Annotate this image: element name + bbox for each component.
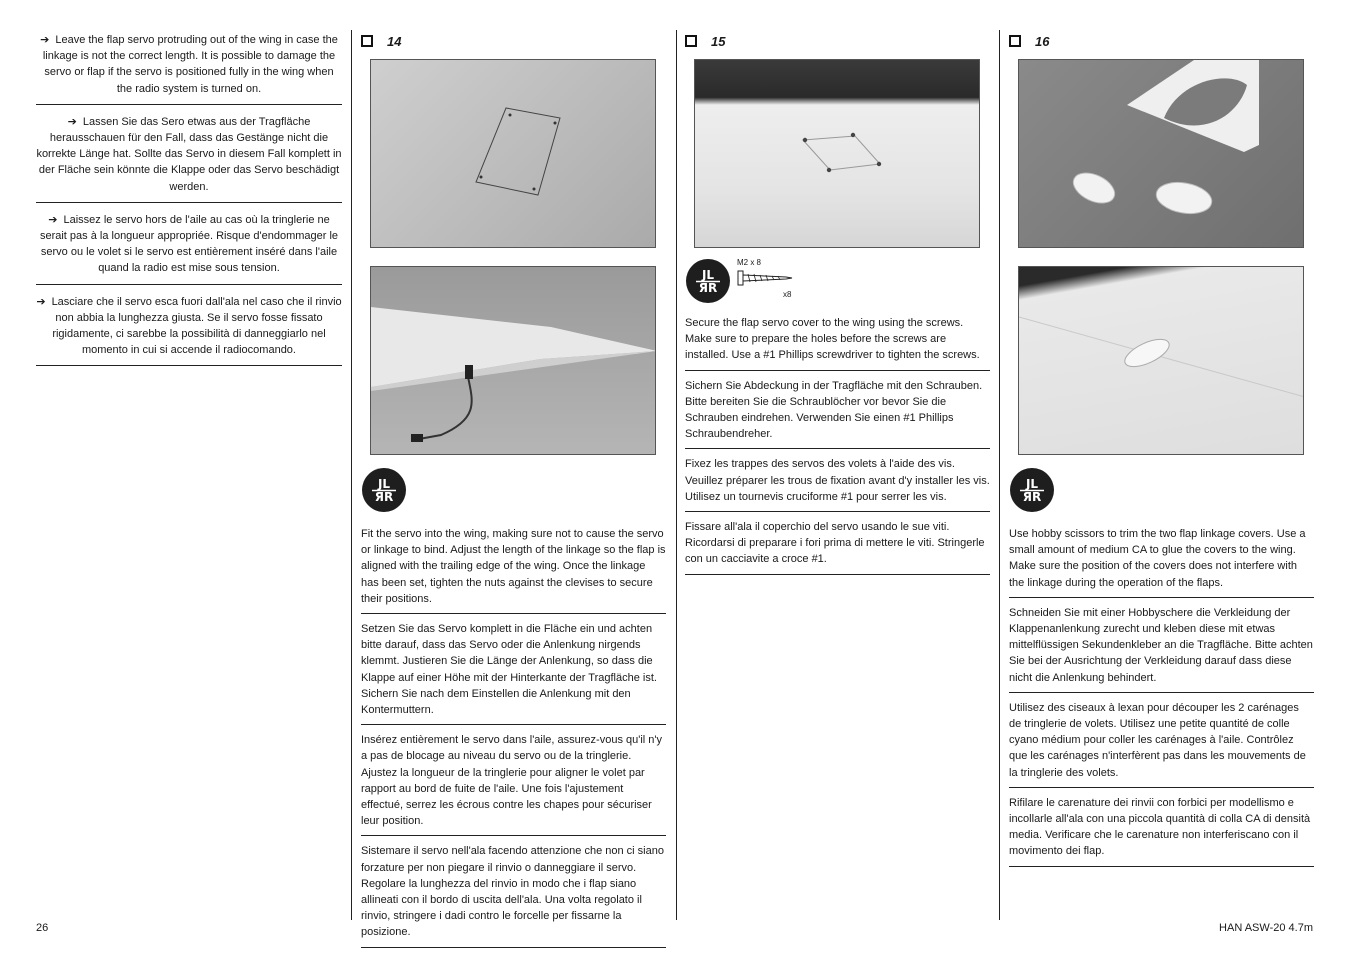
step-header (361, 30, 666, 52)
screw-icon (736, 268, 796, 290)
hardware-row (686, 258, 990, 304)
svg-text:JL: JL (701, 268, 715, 282)
photo-wing-trailing-edge (370, 266, 656, 455)
svg-text:ЯR: ЯR (374, 490, 394, 504)
photo-cover-installed (1018, 266, 1304, 455)
linkage-covers-illustration (1019, 60, 1304, 248)
svg-text:ЯR: ЯR (1022, 490, 1042, 504)
step-number: 16 (1035, 33, 1050, 49)
arrow-right-icon: ➔ (36, 295, 46, 308)
svg-text:JL: JL (377, 477, 391, 491)
tools-badge-icon (1010, 468, 1054, 512)
instruction-en: Use hobby scissors to trim the two flap linkage covers. Use a small amount of medium CA to glue the covers to the wing. Make sure the position of the covers does not interfere with the linkage during the operation of the flaps. (1009, 526, 1314, 598)
step-14-column (361, 30, 666, 955)
warnings-column (36, 30, 342, 373)
wing-edge-illustration (371, 267, 656, 455)
step-16-column (1009, 30, 1314, 874)
page-number: 26 (36, 922, 49, 934)
step-header (1009, 30, 1314, 52)
warning-note-de: ➔ Lassen Sie das Sero etwas aus der Tragfläche herausschauen für den Fall, dass das Gestänge nicht die korrekte Länge hat. Sollte das Servo in diesem Fall komplett in der Fläche sein könnte die Klappe oder das Servo beschädigt werden. (36, 112, 342, 203)
step-number: 14 (387, 33, 402, 49)
instruction-de: Setzen Sie das Servo komplett in die Fläche ein und achten bitte darauf, dass das Servo oder die Anlenkung nirgends klemmt. Justieren Sie die Länge der Anlenkung, so dass die Klappe auf einer Höhe mit der Hinterkante der Tragfläche ist. Sichern Sie nach dem Einstellen die Anlenkung mit den Kontermuttern. (361, 621, 666, 725)
photo-servo-cover-screwed (694, 59, 980, 248)
model-name: HAN ASW-20 4.7m (1219, 922, 1313, 934)
instruction-it: Fissare all'ala il coperchio del servo usando le sue viti. Ricordarsi di preparare i fori prima di mettere le viti. Stringerle con un cacciavite a croce #1. (685, 519, 990, 575)
instruction-en: Secure the flap servo cover to the wing using the screws. Make sure to prepare the holes before the screws are installed. Use a #1 Phillips screwdriver to tighten the screws. (685, 315, 990, 371)
svg-text:JL: JL (1025, 477, 1039, 491)
screw-qty-label: x8 (783, 290, 792, 299)
tools-badge-icon (686, 259, 730, 303)
arrow-right-icon: ➔ (48, 213, 58, 226)
step-checkbox[interactable] (361, 35, 373, 47)
instruction-fr: Fixez les trappes des servos des volets à l'aide des vis. Veuillez préparer les trous de fixation avant d'y installer les vis. Utilisez un tournevis cruciforme #1 pour serrer les vis. (685, 456, 990, 512)
column-divider (676, 30, 677, 920)
screw-spec (736, 258, 806, 304)
warning-note-it: ➔ Lasciare che il servo esca fuori dall'ala nel caso che il rinvio non abbia la lunghezza giusta. Se il servo fosse fissato rigidamente, ci sarebbe la possibilità di danneggiarlo nel momento in cui si accende il radiocomando. (36, 292, 342, 367)
photo-servo-cover-outline (370, 59, 656, 248)
instruction-de: Sichern Sie Abdeckung in der Tragfläche mit den Schrauben. Bitte bereiten Sie die Schraublöcher vor bevor Sie die Schrauben eindrehen. Verwenden Sie einen #1 Phillips Schraubendreher. (685, 378, 990, 450)
warning-note-fr: ➔ Laissez le servo hors de l'aile au cas où la tringlerie ne serait pas à la longueur appropriée. Risque d'endommager le servo ou le volet si le servo est entièrement inséré dans l'aile quand la radio est mise sous tension. (36, 210, 342, 285)
step-number: 15 (711, 33, 726, 49)
instruction-fr: Utilisez des ciseaux à lexan pour découper les 2 carénages de tringlerie de volets. Utilisez une petite quantité de colle cyano médium pour coller les carénages à l'aile. Contrôlez que les carénages n'interfèrent pas dans les mouvements de la tringlerie des volets. (1009, 700, 1314, 788)
instruction-it: Sistemare il servo nell'ala facendo attenzione che non ci siano forzature per non piegare il rinvio o danneggiare il servo. Regolare la lunghezza del rinvio in modo che i flap siano allineati con il bordo di uscita dell'ala. Una volta regolato il rinvio, stringere i dadi contro le forcelle per fissarne la posizione. (361, 843, 666, 947)
step-checkbox[interactable] (1009, 35, 1021, 47)
column-divider (999, 30, 1000, 920)
servo-cover-screws-illustration (695, 60, 980, 248)
cover-installed-illustration (1019, 267, 1304, 455)
svg-text:ЯR: ЯR (698, 281, 718, 295)
screw-size-label: M2 x 8 (737, 258, 762, 267)
servo-cover-outline-illustration (371, 60, 656, 248)
warning-note-en: ➔ Leave the flap servo protruding out of the wing in case the linkage is not the correct length. It is possible to damage the servo or flap if the servo is positioned fully in the wing when the radio system is turned on. (36, 30, 342, 105)
arrow-right-icon: ➔ (67, 115, 77, 128)
step-15-column (685, 30, 990, 582)
step-checkbox[interactable] (685, 35, 697, 47)
tools-badge-icon (362, 468, 406, 512)
instruction-de: Schneiden Sie mit einer Hobbyschere die Verkleidung der Klappenanlenkung zurecht und kleben diese mit etwas mittelflüssigen Sekundenkleber an die Tragfläche. Bitte achten Sie bei der Ausrichtung der Verkleidung darauf dass diese nicht die Anlenkung behindert. (1009, 605, 1314, 693)
instruction-en: Fit the servo into the wing, making sure not to cause the servo or linkage to bind. Adjust the length of the linkage so the flap is aligned with the trailing edge of the wing. Once the linkage has been set, tighten the nuts against the clevises to secure their positions. (361, 526, 666, 614)
photo-linkage-covers (1018, 59, 1304, 248)
instruction-it: Rifilare le carenature dei rinvii con forbici per modellismo e incollarle all'ala con una piccola quantità di colla CA di densità media. Verificare che le carenature non interferiscano con il movimento dei flap. (1009, 795, 1314, 867)
column-divider (351, 30, 352, 920)
instruction-fr: Insérez entièrement le servo dans l'aile, assurez-vous qu'il n'y a pas de blocage au niveau du servo ou de la tringlerie. Ajustez la longueur de la tringlerie pour aligner le volet par rapport au bord de fuite de l'aile. Une fois l'ajustement effectué, serrez les écrous contre les chapes pour sécuriser leur position. (361, 732, 666, 836)
arrow-right-icon: ➔ (40, 34, 50, 46)
step-header (685, 30, 990, 52)
